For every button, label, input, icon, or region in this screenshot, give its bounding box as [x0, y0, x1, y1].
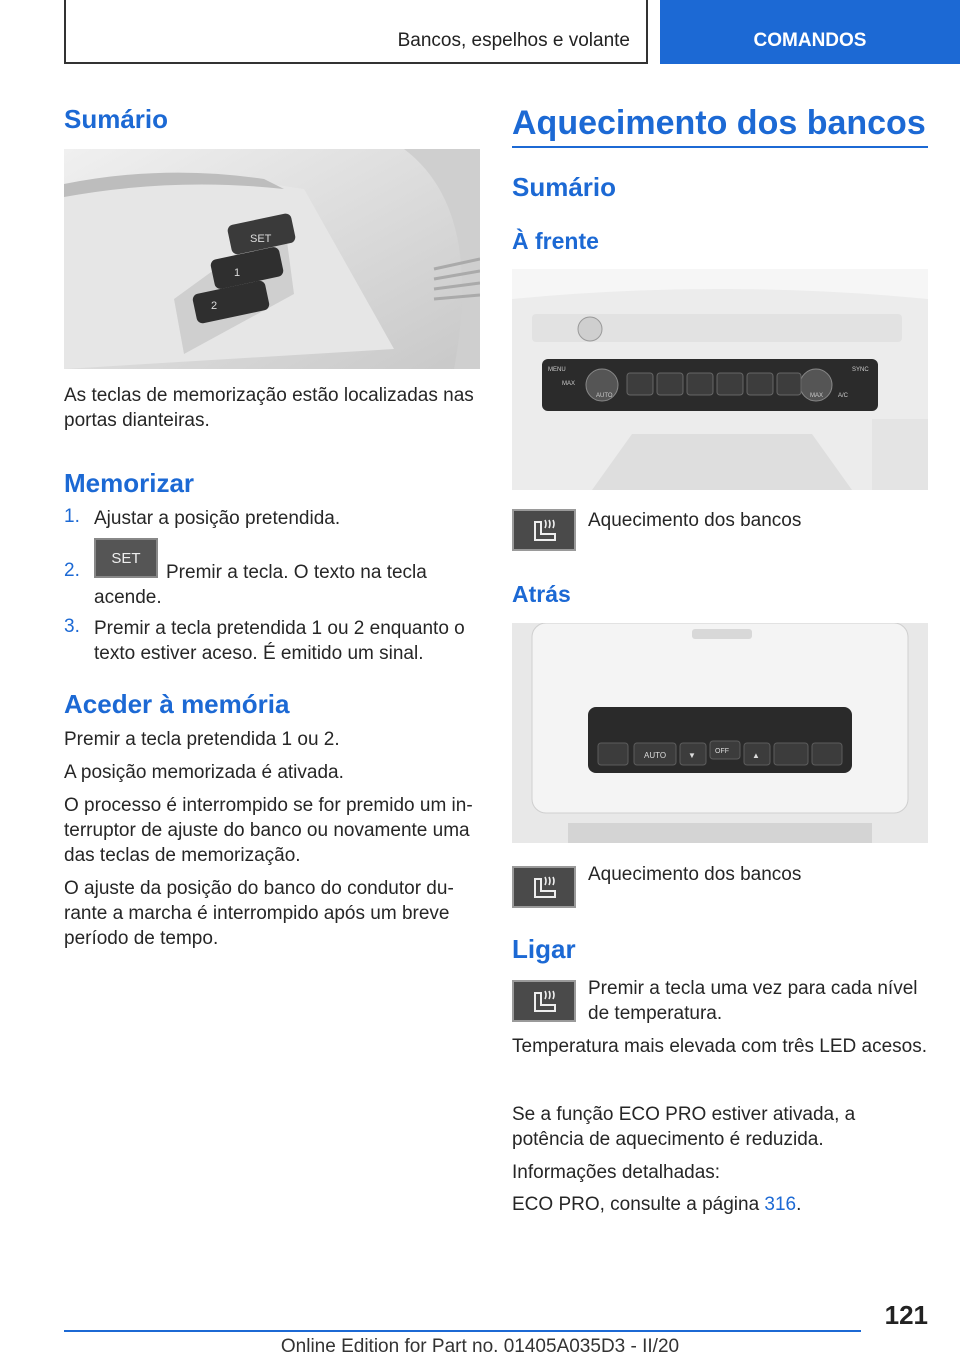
- rear-off-label: OFF: [715, 748, 729, 755]
- eco-pro-page-link[interactable]: 316: [764, 1194, 797, 1215]
- photo-key-2-label: 2: [211, 300, 218, 312]
- header-chapter-tab[interactable]: [660, 0, 960, 64]
- step-1-text: Ajustar a posição pretendida.: [94, 508, 341, 529]
- seat-heating-key-icon-front: [512, 509, 576, 551]
- rear-caption: Aquecimento dos bancos: [588, 864, 802, 885]
- access-para-3: O processo é interrompido se for premido um interruptor de ajuste do banco ou novamente uma das teclas de memorização.: [64, 795, 473, 866]
- footer-rule: [64, 1330, 861, 1332]
- rear-up-label: ▲: [752, 751, 760, 760]
- panel-menu-label: MENU: [548, 367, 566, 373]
- switch-on-heading: Ligar: [512, 934, 576, 964]
- seat-heating-key-icon-rear: [512, 866, 576, 908]
- panel-sync-label: SYNC: [852, 367, 869, 373]
- access-para-2: A posição memorizada é ativada.: [64, 762, 344, 783]
- header-section-title: Bancos, espelhos e volante: [397, 30, 630, 51]
- memorize-heading: Memorizar: [64, 468, 195, 498]
- title-rule: [512, 146, 928, 148]
- front-caption: Aquecimento dos bancos: [588, 510, 802, 531]
- front-climate-illustration: [512, 269, 928, 490]
- right-para-3: Informações detalhadas:: [512, 1162, 721, 1183]
- panel-max-right-label: MAX: [810, 393, 824, 399]
- eco-pro-reference: [512, 1192, 928, 1217]
- set-key-label: SET: [111, 549, 141, 567]
- edition-footer: Online Edition for Part no. 01405A035D3 - II/20: [280, 1336, 680, 1357]
- step-1-number: 1.: [64, 506, 80, 527]
- panel-max-label: MAX: [562, 381, 576, 387]
- seat-heating-key-icon-on: [512, 980, 576, 1022]
- memory-buttons-illustration: [64, 149, 480, 369]
- memory-buttons-photo: [64, 149, 480, 369]
- eco-pro-end: .: [796, 1194, 802, 1215]
- access-memory-heading: Aceder à memória: [64, 689, 290, 719]
- summary-text: As teclas de memorização estão localizadas nas portas dianteiras.: [64, 385, 474, 431]
- front-heading: À frente: [512, 228, 599, 254]
- summary-heading: Sumário: [64, 104, 169, 134]
- right-summary-heading: Sumário: [512, 172, 617, 202]
- access-para-1: Premir a tecla pretendida 1 ou 2.: [64, 729, 340, 750]
- page-number: 121: [884, 1300, 928, 1330]
- step-2-text: Premir a tecla. O texto na tecla acende.: [94, 562, 427, 608]
- rear-auto-label: AUTO: [644, 751, 667, 760]
- header-box: [64, 0, 648, 64]
- main-title: Aquecimento dos bancos: [512, 104, 926, 142]
- step-2-number: 2.: [64, 560, 80, 581]
- rear-climate-panel-photo: [512, 623, 928, 843]
- right-para-2: Se a função ECO PRO estiver ativada, a potência de aquecimento é reduzida.: [512, 1104, 856, 1150]
- rear-climate-illustration: [512, 623, 928, 843]
- photo-set-label: SET: [250, 233, 272, 245]
- rear-heading: Atrás: [512, 581, 571, 607]
- step-3-number: 3.: [64, 616, 80, 637]
- switch-on-text: Premir a tecla uma vez para cada nível de temperatura.: [588, 978, 918, 1024]
- panel-ac-label: A/C: [838, 393, 849, 399]
- access-para-4: O ajuste da posição do banco do condutor durante a marcha é interrompido após um breve período de tempo.: [64, 878, 454, 949]
- step-3-text: Premir a tecla pretendida 1 ou 2 enquanto o texto estiver aceso. É emitido um sinal.: [94, 618, 465, 664]
- eco-pro-text: ECO PRO, consulte a página: [512, 1194, 765, 1215]
- chapter-tab-label: COMANDOS: [753, 30, 867, 51]
- rear-down-label: ▼: [688, 751, 696, 760]
- front-climate-panel-photo: [512, 269, 928, 490]
- photo-key-1-label: 1: [234, 267, 241, 279]
- panel-auto-label: AUTO: [596, 393, 613, 399]
- right-para-1: Temperatura mais elevada com três LED acesos.: [512, 1036, 928, 1057]
